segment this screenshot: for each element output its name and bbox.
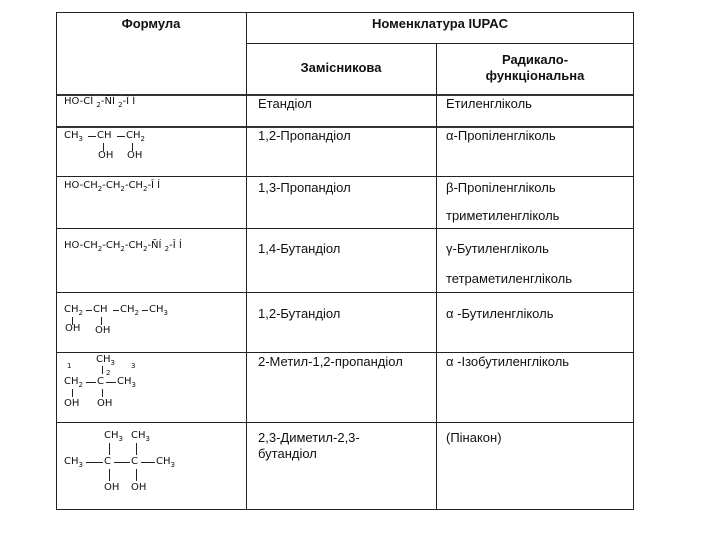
- formula-1-4-butanediol: $HO-CH_2-CH_2-CH_2-ÑÍ$ $_2$-Î Í: [64, 240, 182, 253]
- substitutive-name: 1,2-Пропандіол: [258, 128, 351, 143]
- radical-name: α -Бутиленгліколь: [446, 306, 554, 321]
- header-iupac: Номенклатура IUPAC: [371, 16, 509, 31]
- radical-name: (Пінакон): [446, 430, 502, 445]
- row-divider: [56, 292, 634, 293]
- radical-name: Етиленгліколь: [446, 96, 532, 111]
- substitutive-name: 1,4-Бутандіол: [258, 241, 341, 256]
- formula-1-3-propanediol: $HO-CH_2-CH_2-CH_2-Î$ Í: [64, 180, 161, 193]
- header-divider: [246, 43, 634, 44]
- substitutive-name-line2: бутандіол: [258, 446, 317, 461]
- substitutive-name: 2-Метил-1,2-пропандіол: [258, 354, 403, 369]
- radical-name: α -Ізобутиленгліколь: [446, 354, 570, 369]
- substitutive-name: 1,3-Пропандіол: [258, 180, 351, 195]
- radical-name-alt: триметиленгліколь: [446, 208, 560, 223]
- radical-name-alt: тетраметиленгліколь: [446, 271, 573, 286]
- substitutive-name: Етандіол: [258, 96, 312, 111]
- row-divider: [56, 94, 634, 96]
- row-divider: [56, 352, 634, 353]
- table-border-right: [633, 12, 634, 510]
- column-divider: [246, 12, 247, 510]
- nomenclature-table: Формула Номенклатура IUPAC Замісникова Радикало- функціональна HO-CÍ $_2$-ÑÍ $_2$-Î Í Етандіол Етиленгліколь $CH_3$ CH $CH_2$ OH OH 1,2-Пропандіол α-Пропіленгліколь $HO-CH_2-CH_2-CH_2-Î$ Í 1,3-Пропандіол β-Пропіленгліколь триметиленгліколь $HO-CH_2-CH_2-CH_2-ÑÍ$ $_2$-Î Í 1,4-Бутандіол γ-Бутиленгліколь тетраметиленгліколь $CH_2$ CH $CH_2$ $CH_3$ OH OH 1,2-Бутандіол α -Бутиленгліколь $CH_3$ 1 2 3 $CH_2$ C $CH_3$ OH OH 2-Метил-1,2-пропандіол α -Ізобутиленгліколь $CH_3$ $CH_3$ $CH_3$ C C $CH_3$ OH OH 2,3-Диметил-2,3- бутандіол (Пінакон): [56, 12, 634, 510]
- table-border-top: [56, 12, 634, 13]
- header-formula: Формула: [121, 16, 181, 31]
- substitutive-name: 1,2-Бутандіол: [258, 306, 341, 321]
- header-radical-functional-line2: функціональна: [485, 68, 585, 83]
- formula-ethanediol: HO-CÍ $_2$-ÑÍ $_2$-Î Í: [64, 96, 136, 109]
- row-divider: [56, 228, 634, 229]
- substitutive-name-line1: 2,3-Диметил-2,3-: [258, 430, 360, 445]
- column-divider: [436, 43, 437, 510]
- table-border-left: [56, 12, 57, 510]
- radical-name: γ-Бутиленгліколь: [446, 241, 549, 256]
- table-border-bottom: [56, 509, 634, 510]
- header-radical-functional-line1: Радикало-: [501, 52, 569, 67]
- row-divider: [56, 422, 634, 423]
- row-divider: [56, 176, 634, 177]
- radical-name: α-Пропіленгліколь: [446, 128, 556, 143]
- header-substitutive: Замісникова: [300, 60, 382, 75]
- radical-name: β-Пропіленгліколь: [446, 180, 556, 195]
